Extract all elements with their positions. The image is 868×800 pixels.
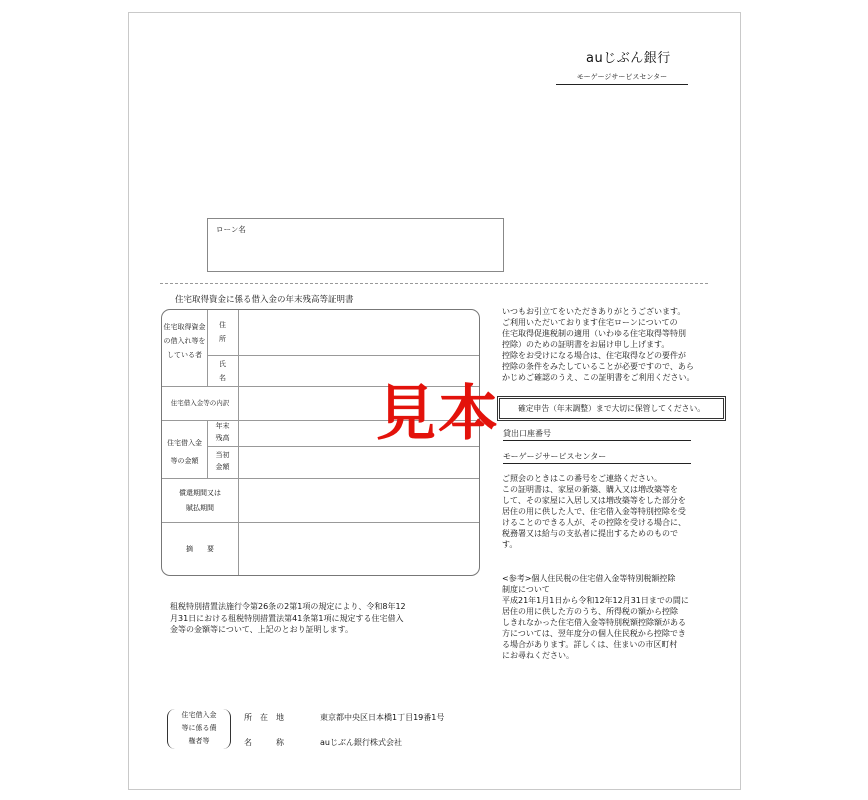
issuer-name-label: 名 称 — [244, 738, 284, 747]
issuer-name-value: auじぶん銀行株式会社 — [320, 738, 402, 747]
summary-label: 摘 要 — [186, 545, 214, 553]
certificate-title: 住宅取得資金に係る借入金の年末残高等証明書 — [175, 295, 354, 305]
loan-amount-label: 住宅借入金 等の金額 — [167, 439, 202, 465]
address-label: 住 所 — [219, 321, 226, 343]
bank-name: auじぶん銀行 — [586, 51, 671, 66]
loan-name-label: ローン名 — [216, 225, 246, 234]
reference-paragraph: <参考>個人住民税の住宅借入金等特別税額控除 制度について 平成21年1月1日から令和12年12月31日までの間に 居住の用に供した方のうち、所得税の額から控除 しきれなかった住宅借入金等特別税額控除額がある 方については、翌年度分の個人住民税から控除でき る場合があります。詳しくは、住まいの市区町村 にお尋ねください。 — [502, 574, 689, 660]
issuer-address-value: 東京都中央区日本橋1丁目19番1号 — [320, 713, 445, 722]
account-number-label: 貸出口座番号 — [503, 428, 691, 441]
loan-breakdown-label: 住宅借入金等の内訳 — [170, 399, 230, 407]
issuer-label-box: 住宅借入金 等に係る債 権者等 — [167, 709, 231, 749]
intro-paragraph: いつもお引立てをいただきありがとうございます。 ご利用いただいております住宅ローンについての 住宅取得促進税制の適用（いわゆる住宅取得等特別 控除）のための証明書をお届け申し上げます。 控除をお受けになる場合は、住宅取得などの要件が 控除の条件をみたしていることが必要ですので、あら かじめご確認のうえ、この証明書をご利用ください。 — [502, 307, 695, 382]
loan-name-box — [207, 218, 504, 272]
perforation-line — [160, 283, 708, 284]
service-center-label: モーゲージサービスセンター — [503, 451, 691, 464]
repayment-period-label: 償還期間又は 賦払期間 — [179, 489, 221, 512]
name-label: 氏 名 — [219, 360, 226, 382]
contact-paragraph: ご照会のときはこの番号をご連絡ください。 この証明書は、家屋の新築、購入又は増改築等を して、その家屋に入居し又は増改築等をした部分を 居住の用に供した人で、住宅借入金等特別控除を受 けることのできる人が、その控除を受ける場合に、 税務署又は給与の支払者に提出するためのもので す。 — [502, 474, 686, 549]
sample-watermark: 見本 — [376, 379, 500, 449]
year-end-balance-label: 年末 残高 — [215, 422, 230, 442]
legal-certification-text: 租税特別措置法施行令第26条の2第1項の規定により、令和8年12 月31日における租税特別措置法第41条第1項に規定する住宅借入 金等の金額等について、上記のとおり証明します。 — [170, 602, 406, 634]
storage-notice-box: 確定申告（年末調整）まで大切に保管してください。 — [497, 396, 726, 421]
issuer-address-label: 所 在 地 — [244, 713, 284, 722]
initial-amount-label: 当初 金額 — [215, 451, 230, 471]
department-name: モーゲージサービスセンター — [556, 72, 688, 85]
borrower-label: 住宅取得資金 の借入れ等を している者 — [163, 323, 206, 359]
